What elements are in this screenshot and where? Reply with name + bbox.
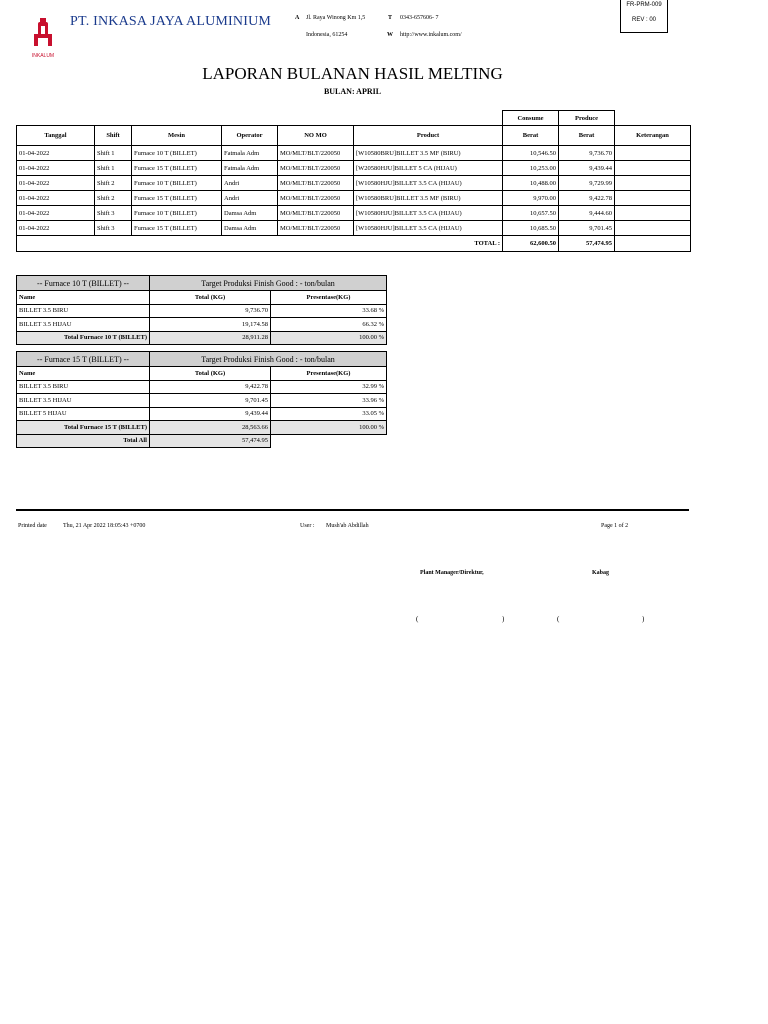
cell-berat-produce: 9,701.45 [559, 221, 615, 236]
cell-mesin: Furnace 15 T (BILLET) [132, 161, 222, 176]
cell-no-mo: MO/MLT/BLT/220050 [278, 221, 354, 236]
address-street: Jl. Raya Winong Km 1,5 [306, 15, 366, 21]
cell-berat-produce: 9,422.78 [559, 191, 615, 206]
user-value: Mush'ab Abdillah [326, 523, 369, 529]
item-pct: 33.96 % [271, 394, 387, 408]
cell-tanggal: 01-04-2022 [17, 221, 95, 236]
cell-berat-consume: 10,488.00 [503, 176, 559, 191]
list-item [17, 304, 387, 318]
cell-shift: Shift 2 [95, 176, 132, 191]
item-name: BILLET 5 HIJAU [17, 407, 150, 421]
total-label: TOTAL : [17, 236, 503, 252]
summary15-col-total: Total (KG) [150, 367, 271, 381]
col-tanggal: Tanggal [17, 126, 95, 146]
cell-tanggal: 01-04-2022 [17, 176, 95, 191]
group-consume: Consume [503, 111, 559, 126]
cell-mesin: Furnace 10 T (BILLET) [132, 206, 222, 221]
col-berat-produce: Berat [559, 126, 615, 146]
col-no-mo: NO MO [278, 126, 354, 146]
company-logo [30, 16, 56, 56]
printed-date-value: Thu, 21 Apr 2022 18:05:43 +0700 [63, 523, 146, 529]
address-a-label: A [295, 15, 300, 21]
item-total: 9,422.78 [150, 380, 271, 394]
cell-mesin: Furnace 10 T (BILLET) [132, 176, 222, 191]
cell-no-mo: MO/MLT/BLT/220050 [278, 191, 354, 206]
paren-open-1: ( [416, 615, 419, 623]
item-total: 9,701.45 [150, 394, 271, 408]
cell-product: [W20580HJU]BILLET 5 CA (HIJAU) [354, 161, 503, 176]
item-total: 9,736.70 [150, 304, 271, 318]
cell-berat-consume: 10,685.50 [503, 221, 559, 236]
signature-plant-manager: Plant Manager/Direktur, [420, 570, 484, 576]
cell-berat-produce: 9,729.99 [559, 176, 615, 191]
table-row [17, 191, 691, 206]
group-produce: Produce [559, 111, 615, 126]
summary15-title: -- Furnace 15 T (BILLET) -- [17, 352, 150, 367]
summary15-total-label: Total Furnace 15 T (BILLET) [17, 421, 150, 435]
page-number: Page 1 of 2 [601, 523, 629, 529]
list-item [17, 407, 387, 421]
report-month: BULAN: APRIL [323, 87, 382, 96]
cell-berat-produce: 9,439.44 [559, 161, 615, 176]
item-pct: 33.68 % [271, 304, 387, 318]
table-row [17, 176, 691, 191]
cell-mesin: Furnace 15 T (BILLET) [132, 191, 222, 206]
report-title: LAPORAN BULANAN HASIL MELTING [202, 64, 503, 83]
item-pct: 32.99 % [271, 380, 387, 394]
company-name: PT. INKASA JAYA ALUMINIUM [70, 14, 272, 29]
item-name: BILLET 3.5 BIRU [17, 304, 150, 318]
cell-operator: Damsa Adm [222, 221, 278, 236]
cell-keterangan [615, 206, 691, 221]
summary10-total-value: 28,911.28 [150, 331, 271, 345]
cell-berat-consume: 10,657.50 [503, 206, 559, 221]
footer-divider [16, 509, 689, 511]
cell-mesin: Furnace 15 T (BILLET) [132, 221, 222, 236]
address-t-label: T [388, 15, 393, 21]
printed-date-label: Printed date [18, 523, 47, 529]
cell-product: [W10580HJU]BILLET 3.5 CA (HIJAU) [354, 221, 503, 236]
table-row [17, 206, 691, 221]
col-operator: Operator [222, 126, 278, 146]
cell-shift: Shift 1 [95, 161, 132, 176]
summary10-target: Target Produksi Finish Good : - ton/bulan [150, 276, 387, 291]
total-consume: 62,600.50 [503, 236, 559, 252]
signature-kabag: Kabag [592, 570, 610, 576]
cell-product: [W10580BRU]BILLET 3.5 MF (BIRU) [354, 191, 503, 206]
summary10-title: -- Furnace 10 T (BILLET) -- [17, 276, 150, 291]
summary10-col-total: Total (KG) [150, 291, 271, 305]
cell-no-mo: MO/MLT/BLT/220050 [278, 176, 354, 191]
cell-operator: Andri [222, 191, 278, 206]
cell-product: [W10580BRU]BILLET 3.5 MF (BIRU) [354, 146, 503, 161]
form-code: FR-PRM-009 [626, 2, 662, 8]
col-berat-consume: Berat [503, 126, 559, 146]
user-label: User : [300, 523, 315, 529]
list-item [17, 380, 387, 394]
summary-furnace-10 [16, 275, 387, 345]
cell-keterangan [615, 161, 691, 176]
summary-furnace-15 [16, 351, 387, 448]
cell-no-mo: MO/MLT/BLT/220050 [278, 146, 354, 161]
cell-tanggal: 01-04-2022 [17, 206, 95, 221]
cell-operator: Andri [222, 176, 278, 191]
cell-tanggal: 01-04-2022 [17, 161, 95, 176]
cell-berat-produce: 9,736.70 [559, 146, 615, 161]
cell-operator: Fatmala Adm [222, 161, 278, 176]
col-keterangan: Keterangan [615, 126, 691, 146]
cell-shift: Shift 2 [95, 191, 132, 206]
paren-close-1: ) [502, 615, 505, 623]
summary10-total-pct: 100.00 % [271, 331, 387, 345]
cell-mesin: Furnace 10 T (BILLET) [132, 146, 222, 161]
cell-keterangan [615, 221, 691, 236]
total-produce: 57,474.95 [559, 236, 615, 252]
logo-text: INKALUM [31, 53, 55, 59]
revision: REV : 00 [631, 17, 656, 23]
table-row [17, 221, 691, 236]
item-pct: 33.05 % [271, 407, 387, 421]
cell-tanggal: 01-04-2022 [17, 146, 95, 161]
summary-all-label: Total All [17, 434, 150, 448]
summary-all-value: 57,474.95 [150, 434, 271, 448]
cell-no-mo: MO/MLT/BLT/220050 [278, 206, 354, 221]
summary15-col-name: Name [17, 367, 150, 381]
cell-keterangan [615, 176, 691, 191]
item-total: 9,439.44 [150, 407, 271, 421]
cell-operator: Fatmala Adm [222, 146, 278, 161]
list-item [17, 318, 387, 332]
col-shift: Shift [95, 126, 132, 146]
cell-berat-consume: 10,253.00 [503, 161, 559, 176]
cell-product: [W10580HJU]BILLET 3.5 CA (HIJAU) [354, 176, 503, 191]
summary15-total-value: 28,563.66 [150, 421, 271, 435]
melting-table [16, 110, 691, 252]
cell-keterangan [615, 146, 691, 161]
item-total: 19,174.58 [150, 318, 271, 332]
item-name: BILLET 3.5 HIJAU [17, 318, 150, 332]
paren-close-2: ) [642, 615, 645, 623]
cell-berat-produce: 9,444.60 [559, 206, 615, 221]
summary15-col-pct: Presentase(KG) [271, 367, 387, 381]
cell-operator: Damsa Adm [222, 206, 278, 221]
col-product: Product [354, 126, 503, 146]
list-item [17, 394, 387, 408]
form-code-box [620, 0, 668, 33]
summary10-total-label: Total Furnace 10 T (BILLET) [17, 331, 150, 345]
cell-product: [W10580HJU]BILLET 3.5 CA (HIJAU) [354, 206, 503, 221]
item-name: BILLET 3.5 HIJAU [17, 394, 150, 408]
cell-shift: Shift 1 [95, 146, 132, 161]
summary15-total-pct: 100.00 % [271, 421, 387, 435]
paren-open-2: ( [557, 615, 560, 623]
cell-shift: Shift 3 [95, 206, 132, 221]
address-city: Indonesia, 61254 [306, 32, 348, 38]
cell-berat-consume: 10,546.50 [503, 146, 559, 161]
summary10-col-name: Name [17, 291, 150, 305]
table-row [17, 146, 691, 161]
cell-tanggal: 01-04-2022 [17, 191, 95, 206]
cell-berat-consume: 9,970.00 [503, 191, 559, 206]
summary10-col-pct: Presentase(KG) [271, 291, 387, 305]
address-phone: 0343-657606- 7 [400, 15, 439, 21]
cell-shift: Shift 3 [95, 221, 132, 236]
address-website: http://www.inkalum.com/ [400, 32, 462, 38]
cell-no-mo: MO/MLT/BLT/220050 [278, 161, 354, 176]
col-mesin: Mesin [132, 126, 222, 146]
table-row [17, 161, 691, 176]
address-w-label: W [387, 32, 393, 38]
item-pct: 66.32 % [271, 318, 387, 332]
summary15-target: Target Produksi Finish Good : - ton/bulan [150, 352, 387, 367]
cell-keterangan [615, 191, 691, 206]
item-name: BILLET 3.5 BIRU [17, 380, 150, 394]
